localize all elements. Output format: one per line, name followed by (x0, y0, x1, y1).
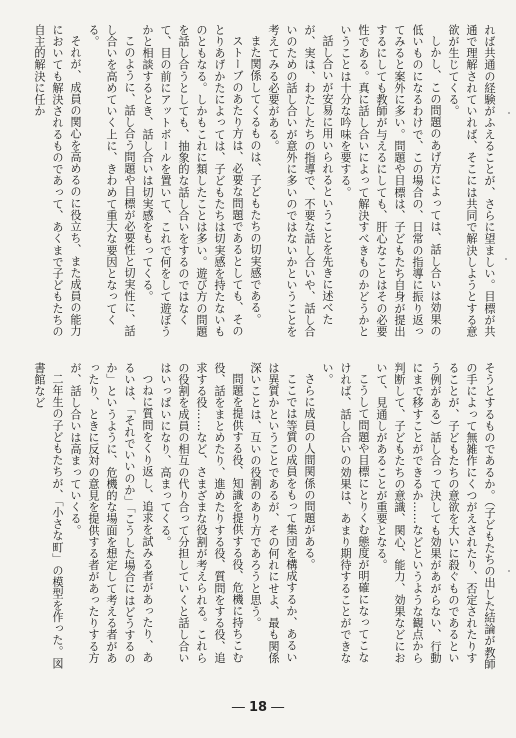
paragraph: ここでは等質の成員をもって集団を構成するか、あるいは異質かということであるが、その何れにせよ、最も関係深いことは、互いの役割のあり方であろうと思う。 (249, 362, 298, 664)
paragraph: ストーブのあたり方は、必要な問題であるとしても、そのとりあげかたによっては、子どもたちは切実感を持たないものともなる。しかもこれに類したことは多い。遊び方の問題を話し合うとしても、抽象的な話し合いをするのではなくて、目の前にアットボールを置いて、これで何をして遊ぼうかと相談するとき、話し合いは切実感をもってくる。 (141, 24, 244, 338)
paragraph: そうとするものであるか。（子どもたちの出した結論が教師の手によって無雑作にくつがえされたり、否定されたりすることが、子どもたちの意欲を大いに殺ぐものであるという例がある）話し合って決しても効果があがらない、行動にまで移すことができるか……などというような観点から判断して、子どもたちの意識、関心、能力、効果などにおいて、見通しがあることが重要となる。 (375, 362, 496, 670)
lower-text-block (22, 362, 498, 672)
scan-speck (508, 112, 510, 114)
page-number: ― 18 ― (231, 700, 285, 715)
paragraph: また関係してくるものは、子どもたちの切実感である。 (249, 35, 262, 326)
paragraph: 話し合いが安易に用いられるということを先きに述べたが、実は、わたしたちの指導で、不要な話し合いや、話し合いのための話し合いが意外に多いのではないかということを考えてみる必要がある。 (267, 24, 334, 338)
paragraph: それが、成員の関心を高めるのに役立ち、また成員の能力においても解決されるものであって、あくまで子どもたちの自主的解決に任か (33, 24, 82, 338)
paragraph: れば共通の経験がふえることが、さらに望ましい。目標が共通で理解されていれば、そこには共同で解決しようとする意欲が生じてくる。 (447, 24, 496, 338)
page-number-label: 18 (248, 700, 268, 715)
scan-speck (508, 570, 510, 572)
paragraph: さらに成員の人間関係の問題がある。 (303, 373, 316, 571)
paragraph: こうして問題や目標にとりくむ態度が明確になってこなければ、話し合いの効果は、あまり期待することができない。 (321, 362, 370, 664)
paragraph: しかし、この問題のあげ方によっては、話し合いは効果の低いものになるわけで、この場合の、日常の指導に振り返ってみると案外に多い。問題や目標は、子どもたち自身が提出するにしても教師が与えるにしても、肝心なことはその必要性である。真に話し合いによって解決すべきものかどうかということは十分な吟味を要する。 (339, 24, 442, 338)
paragraph: つねに質問をくり返し、追求を試みる者があったり、あるいは、「それでいいのか」「こうした場合にはどうするのか」というように、危機的な場面を想定して考える者があったり、ときに反対の意見を提供する者があったりする方が、話し合いは高まっていくる。 (69, 362, 154, 664)
paragraph: 問題を提供する役、知識を提供する役、危機に持ちこむ役、話をまとめたり、進めたりする役、質問をする役、追求する役……など、さまざまな役割が考えられる。これらの役割を成員の相互の代り合って分担していくと話し合いはいっぱいになり、高まってくる。 (159, 362, 244, 664)
paragraph: このように、話し合う問題や目標が必要性と切実性に、話し合いを高めていく上に、きわめて重大な要因となってくる。 (87, 24, 136, 337)
scan-speck (505, 258, 507, 260)
upper-text-block (22, 24, 498, 342)
paragraph: 二年生の子どもたちが、「小さな町」の模型を作った。図書館など (33, 362, 64, 670)
